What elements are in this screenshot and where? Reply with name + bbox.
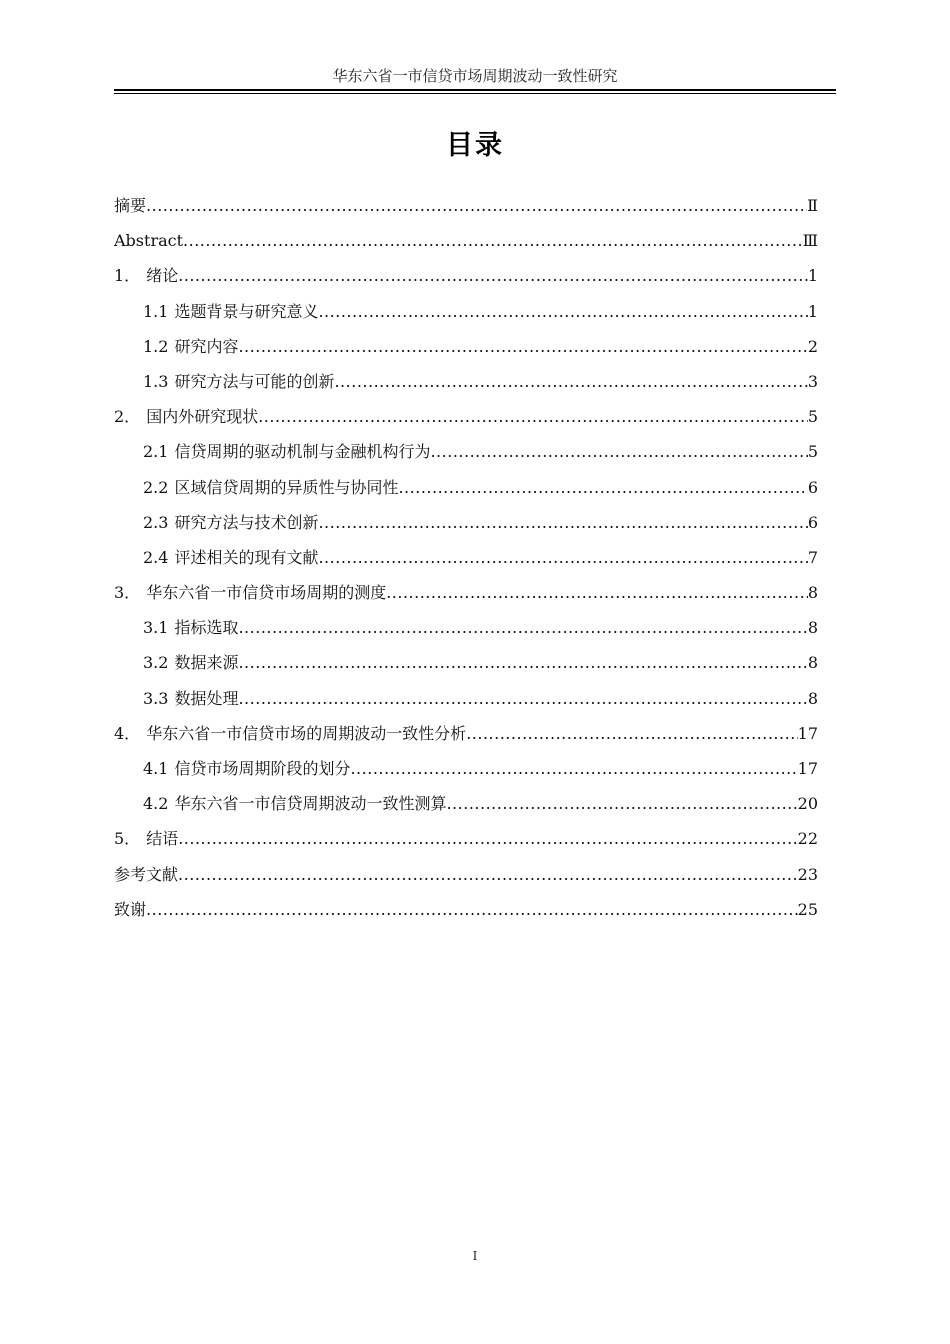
page-number: I	[472, 1249, 478, 1263]
toc-entry-text: 数据处理	[174, 688, 239, 708]
toc-entry[interactable]	[114, 540, 818, 575]
toc-entry-page: 6	[807, 477, 818, 497]
toc-entry-label	[114, 188, 146, 223]
toc-entry-page: Ⅲ	[802, 231, 818, 251]
toc-entry-text: 参考文献	[114, 864, 179, 884]
toc-entry-text: 区域信贷周期的异质性与协同性	[174, 477, 399, 497]
toc-dot-leader	[183, 223, 803, 258]
toc-entry-label	[143, 470, 398, 505]
toc-entry-page: 8	[807, 618, 818, 638]
toc-dot-leader	[178, 857, 798, 892]
toc-entry-label	[143, 681, 238, 716]
toc-entry[interactable]	[114, 892, 818, 927]
toc-entry[interactable]	[114, 575, 818, 610]
toc-entry-text: 研究内容	[174, 336, 239, 356]
toc-entry-text: 摘要	[114, 196, 147, 215]
header-rule-thick	[114, 89, 836, 91]
toc-dot-leader	[258, 399, 808, 434]
toc-entry[interactable]	[114, 821, 818, 856]
toc-entry-page: 6	[807, 512, 818, 532]
toc-entry-page: 3	[807, 371, 818, 391]
toc-entry-text: 数据来源	[174, 653, 239, 673]
toc-entry[interactable]	[114, 645, 818, 680]
toc-entry-text: Abstract	[114, 231, 184, 251]
toc-entry-text: 选题背景与研究意义	[174, 301, 319, 321]
toc-entry-page: 8	[807, 583, 818, 603]
running-header: 华东六省一市信贷市场周期波动一致性研究	[332, 67, 618, 85]
toc-entry-text: 指标选取	[174, 618, 239, 638]
toc-entry-page: 20	[797, 794, 818, 814]
toc-entry-text: 研究方法与可能的创新	[174, 371, 335, 391]
toc-entry-text: 华东六省一市信贷市场的周期波动一致性分析	[146, 723, 467, 743]
toc-entry-page: 8	[807, 688, 818, 708]
toc-entry[interactable]	[114, 470, 818, 505]
toc-entry-number: 1.2	[143, 336, 169, 356]
toc-entry-page: 8	[807, 653, 818, 673]
toc-entry[interactable]	[114, 399, 818, 434]
toc-entry-page: 17	[797, 723, 818, 743]
toc-entry-label	[114, 892, 146, 927]
toc-entry-label	[114, 575, 386, 610]
toc-dot-leader	[178, 821, 797, 856]
toc-entry-label	[143, 364, 334, 399]
toc-entry-label	[143, 786, 446, 821]
toc-entry-label	[143, 294, 318, 329]
toc-entry-page: 25	[797, 899, 818, 919]
toc-entry-number: 2.1	[143, 442, 169, 462]
toc-entry-number: 4.1	[143, 759, 169, 778]
toc-entry-number: 3.2	[143, 653, 169, 673]
toc-entry-label	[114, 223, 183, 258]
toc-entry-page: 1	[807, 301, 818, 321]
toc-entry[interactable]	[114, 505, 818, 540]
toc-entry[interactable]	[114, 857, 818, 892]
toc-entry-page: 5	[807, 407, 818, 427]
toc-dot-leader	[178, 258, 808, 293]
toc-entry-label	[143, 505, 318, 540]
toc-entry[interactable]	[114, 258, 818, 293]
toc-entry-page: 7	[807, 547, 818, 567]
toc-entry[interactable]	[114, 751, 818, 786]
toc-entry[interactable]	[114, 223, 818, 258]
toc-dot-leader	[238, 610, 807, 645]
toc-entry-label	[114, 821, 178, 856]
toc-entry-label	[143, 329, 238, 364]
toc-entry-text: 信贷周期的驱动机制与金融机构行为	[174, 442, 431, 462]
toc-entry-label	[143, 540, 318, 575]
toc-entry-number: 1.3	[143, 371, 169, 391]
toc-dot-leader	[430, 434, 807, 469]
toc-dot-leader	[318, 505, 807, 540]
header-rule-thin	[114, 93, 836, 94]
toc-entry[interactable]	[114, 329, 818, 364]
toc-entry-label	[114, 399, 258, 434]
toc-entry-page: 1	[807, 266, 818, 286]
toc-dot-leader	[238, 681, 807, 716]
toc-entry-label	[114, 716, 466, 751]
toc-entry[interactable]	[114, 786, 818, 821]
toc-entry[interactable]	[114, 716, 818, 751]
toc-entry-text: 致谢	[114, 899, 147, 919]
toc-entry-text: 绪论	[146, 266, 179, 286]
toc-entry-number: 2.4	[143, 547, 169, 567]
toc-entry-text: 国内外研究现状	[146, 407, 259, 427]
toc-entry-number: 3．	[114, 583, 141, 603]
toc-entry-label	[143, 645, 238, 680]
toc-entry-number: 1.1	[143, 301, 169, 321]
toc-entry[interactable]	[114, 610, 818, 645]
toc-entry-text: 评述相关的现有文献	[174, 547, 319, 567]
toc-dot-leader	[146, 892, 798, 927]
header-double-rule	[114, 89, 836, 95]
toc-dot-leader	[386, 575, 808, 610]
toc-entry-number: 2．	[114, 407, 141, 427]
toc-entry-page: 5	[807, 442, 818, 462]
toc-entry-number: 1．	[114, 266, 141, 286]
toc-entry[interactable]	[114, 294, 818, 329]
toc-entry-number: 2.2	[143, 477, 169, 497]
toc-dot-leader	[334, 364, 807, 399]
toc-dot-leader	[350, 751, 797, 786]
toc-dot-leader	[238, 645, 807, 680]
toc-entry-text: 结语	[146, 829, 179, 849]
toc-dot-leader	[398, 470, 807, 505]
toc-entry-text: 信贷市场周期阶段的划分	[174, 759, 351, 778]
toc-entry-number: 5．	[114, 829, 141, 849]
toc-entry-number: 4.2	[143, 794, 169, 814]
toc-entry-label	[114, 258, 178, 293]
toc-dot-leader	[318, 294, 807, 329]
toc-entry-label	[143, 434, 430, 469]
table-of-contents	[114, 188, 818, 927]
toc-entry[interactable]	[114, 188, 818, 223]
toc-entry-page: 23	[797, 864, 818, 884]
toc-dot-leader	[446, 786, 797, 821]
toc-dot-leader	[466, 716, 797, 751]
toc-entry-label	[143, 610, 238, 645]
toc-entry[interactable]	[114, 434, 818, 469]
toc-entry-number: 4．	[114, 723, 141, 743]
toc-entry-page: 2	[807, 336, 818, 356]
toc-dot-leader	[146, 188, 807, 223]
toc-entry-number: 2.3	[143, 512, 169, 532]
toc-entry-text: 华东六省一市信贷周期波动一致性测算	[174, 794, 447, 814]
toc-entry-page: 17	[797, 759, 818, 778]
toc-entry-text: 华东六省一市信贷市场周期的测度	[146, 583, 387, 603]
toc-title: 目录	[446, 130, 504, 161]
toc-dot-leader	[318, 540, 807, 575]
toc-entry-label	[143, 751, 350, 786]
toc-entry-page: Ⅱ	[807, 196, 818, 215]
toc-entry-page: 22	[797, 829, 818, 849]
toc-entry-label	[114, 857, 178, 892]
toc-entry-number: 3.1	[143, 618, 169, 638]
toc-entry[interactable]	[114, 364, 818, 399]
toc-entry-number: 3.3	[143, 688, 169, 708]
toc-entry[interactable]	[114, 681, 818, 716]
toc-entry-text: 研究方法与技术创新	[174, 512, 319, 532]
toc-dot-leader	[238, 329, 807, 364]
